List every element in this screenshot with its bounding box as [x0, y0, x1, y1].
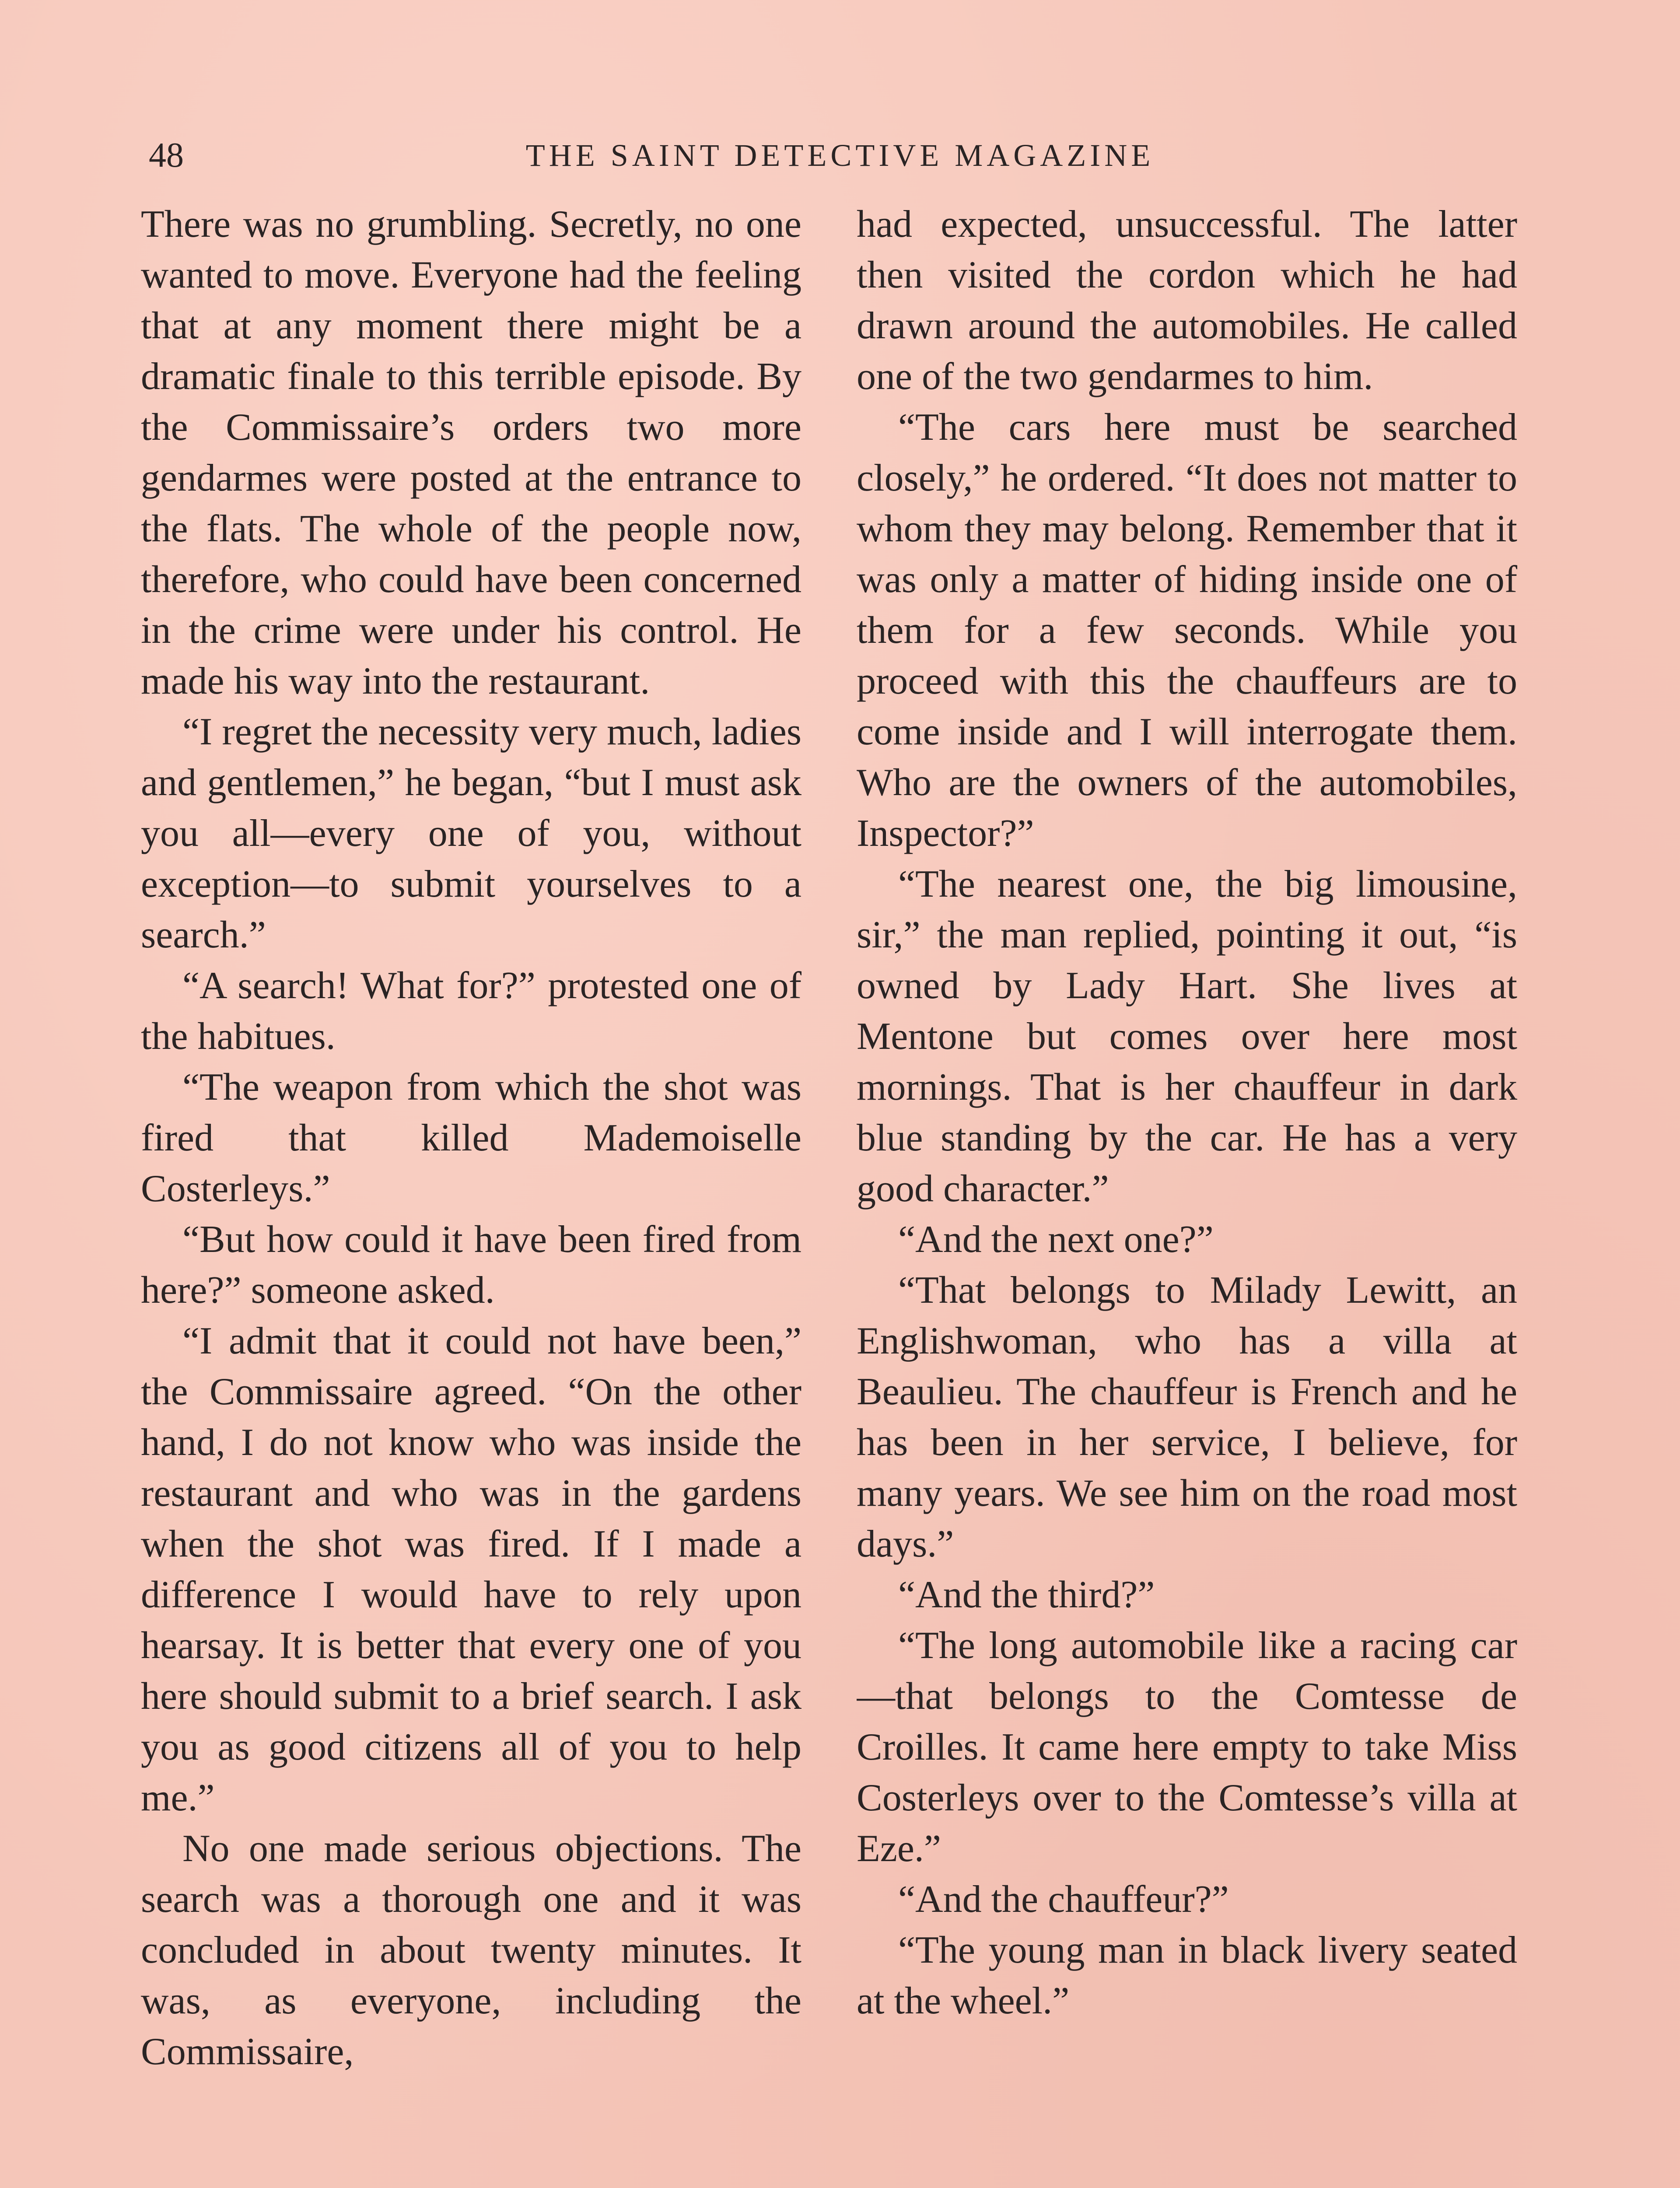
paragraph: “That belongs to Milady Lewitt, an Englishwoman, who has a villa at Beaulieu. The chauffeur is French and he has been in her service, I believe, for many years. We see him on the road most days.” [857, 1269, 1517, 1565]
paragraph: “The long automobile like a racing car—that belongs to the Comtesse de Croilles. It came here empty to take Miss Costerleys over to the Comtesse’s villa at Eze.” [857, 1624, 1517, 1870]
paragraph: No one made serious objections. The search was a thorough one and it was concluded in about twenty minutes. It was, as everyone, including the Commissaire, [141, 1827, 802, 2073]
paragraph: “The cars here must be searched closely,” he ordered. “It does not matter to whom they may belong. Remember that it was only a matter of hiding inside one of them for a few seconds. While you proceed with this the chauffeurs are to come inside and I will interrogate them. Who are the owners of the automobiles, Inspector?” [857, 406, 1517, 855]
page-header [144, 131, 1536, 179]
paragraph: “The weapon from which the shot was fired that killed Mademoiselle Costerleys.” [141, 1066, 802, 1210]
paragraph: “I admit that it could not have been,” the Commissaire agreed. “On the other hand, I do not know who was inside the restaurant and who was in the gardens when the shot was fired. If I made a difference I would have to rely upon hearsay. It is better that every one of you here should submit to a brief search. I ask you as good citizens all of you to help me.” [141, 1320, 802, 1819]
right-column [857, 199, 1517, 2188]
paragraph: “The nearest one, the big limousine, sir,” the man replied, pointing it out, “is owned by Lady Hart. She lives at Mentone but comes over here most mornings. That is her chauffeur in dark blue standing by the car. He has a very good character.” [857, 863, 1517, 1210]
paragraph: “And the third?” [898, 1574, 1155, 1616]
paragraph: “And the chauffeur?” [898, 1878, 1229, 1921]
paragraph: “But how could it have been fired from here?” someone asked. [141, 1218, 802, 1311]
paragraph: “I regret the necessity very much, ladies and gentlemen,” he began, “but I must ask you all—every one of you, without exception—to submit yourselves to a search.” [141, 711, 802, 956]
paragraph: “A search! What for?” protested one of the habitues. [141, 964, 802, 1058]
paragraph: “And the next one?” [898, 1218, 1214, 1261]
page-number: 48 [149, 136, 184, 175]
left-column [141, 199, 802, 2188]
paragraph: had expected, unsuccessful. The latter then visited the cordon which he had drawn around the automobiles. He called one of the two gendarmes to him. [857, 203, 1517, 398]
paragraph: There was no grumbling. Secretly, no one wanted to move. Everyone had the feeling that at any moment there might be a dramatic finale to this terrible episode. By the Commissaire’s orders two more gendarmes were posted at the entrance to the flats. The whole of the people now, therefore, who could have been concerned in the crime were under his control. He made his way into the restaurant. [141, 203, 802, 702]
running-title: THE SAINT DETECTIVE MAGAZINE [525, 138, 1155, 173]
paragraph: “The young man in black livery seated at the wheel.” [857, 1929, 1517, 2022]
